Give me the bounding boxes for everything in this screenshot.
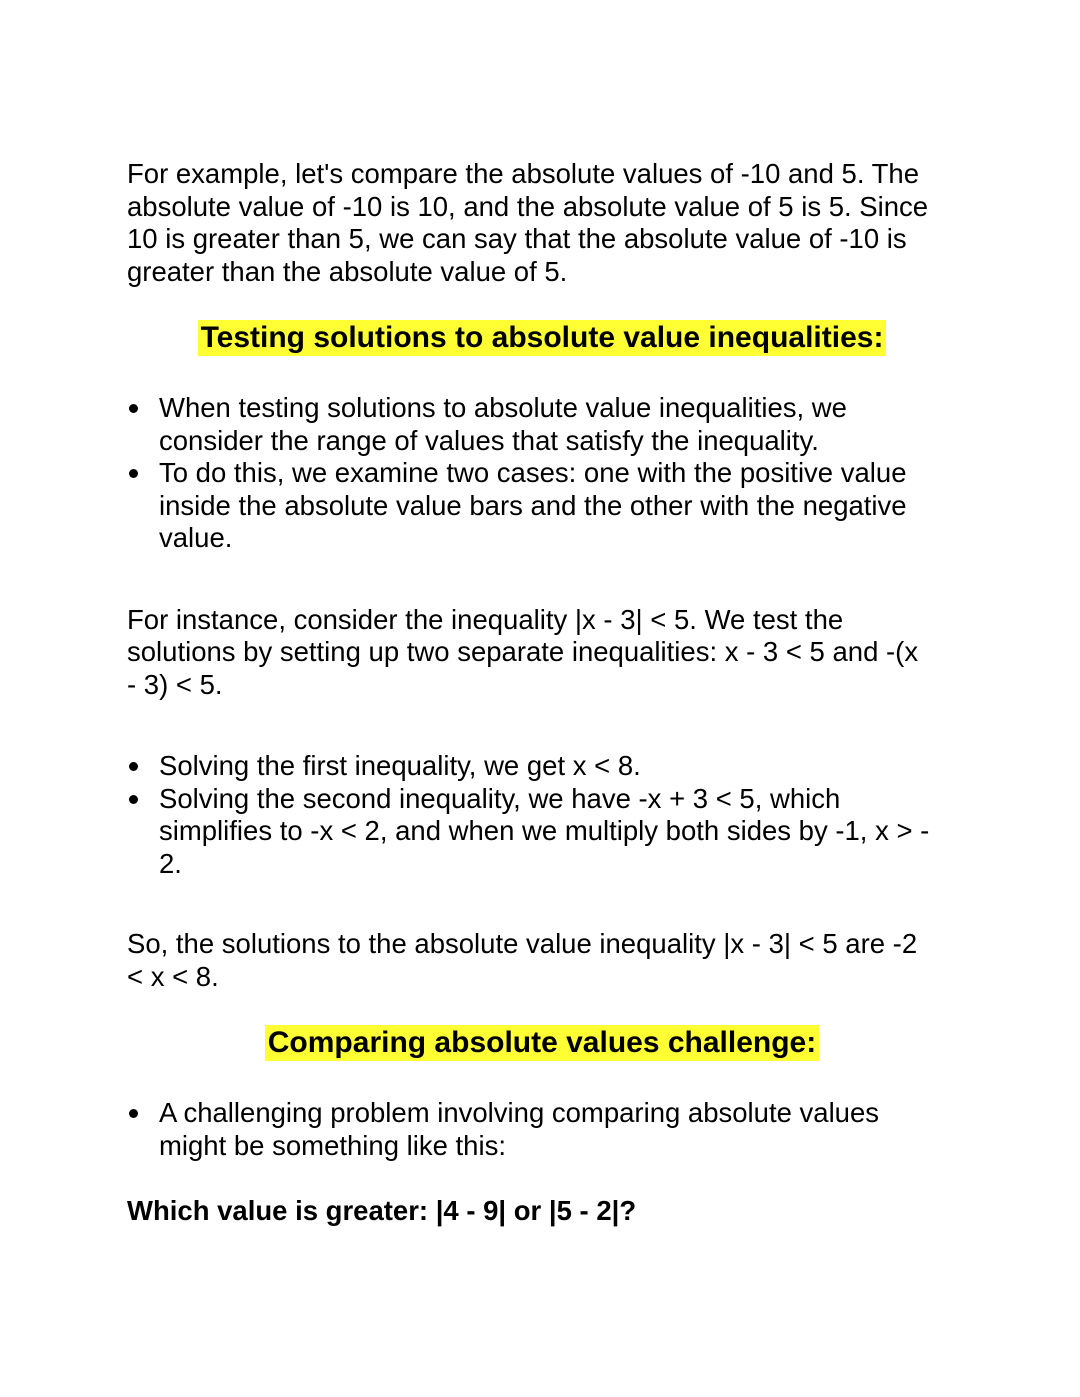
paragraph-example-comparison: [127, 158, 957, 288]
text-line: consider the range of values that satisfy the inequality.: [159, 424, 819, 456]
bullet-list-testing: [127, 392, 957, 555]
heading-highlight-text: Testing solutions to absolute value inequalities:: [198, 320, 887, 356]
list-item: [127, 457, 957, 555]
text-line: A challenging problem involving comparing absolute values: [159, 1097, 880, 1128]
text-line: inside the absolute value bars and the other with the negative: [159, 489, 907, 521]
bullet-icon: [129, 795, 138, 804]
bullet-icon: [129, 404, 138, 413]
list-item: [127, 392, 957, 457]
text-line: Solving the second inequality, we have -x + 3 < 5, which: [159, 782, 841, 814]
text-line: < x < 8.: [127, 960, 219, 992]
bullet-icon: [129, 469, 138, 478]
challenge-question: Which value is greater: |4 - 9| or |5 - 2|?: [127, 1195, 637, 1226]
text-line: For instance, consider the inequality |x - 3| < 5. We test the: [127, 603, 844, 635]
bullet-list-challenge: [127, 1097, 957, 1162]
paragraph-solution-summary: [127, 928, 957, 993]
section-heading-testing-solutions: [127, 320, 957, 356]
text-line: simplifies to -x < 2, and when we multiply both sides by -1, x > -: [159, 815, 930, 846]
heading-highlight-text: Comparing absolute values challenge:: [265, 1025, 819, 1061]
text-line: So, the solutions to the absolute value inequality |x - 3| < 5 are -2: [127, 928, 918, 959]
bullet-list-solving: [127, 750, 957, 880]
text-line: solutions by setting up two separate inequalities: x - 3 < 5 and -(x: [127, 636, 919, 667]
paragraph-instance-inequality: [127, 604, 957, 702]
text-line: 2.: [159, 847, 182, 879]
text-line: To do this, we examine two cases: one with the positive value: [159, 457, 907, 488]
text-line: 10 is greater than 5, we can say that the absolute value of -10 is: [127, 223, 907, 254]
list-item: [127, 750, 957, 783]
text-line: might be something like this:: [159, 1129, 506, 1161]
text-line: When testing solutions to absolute value inequalities, we: [159, 392, 847, 423]
text-line: Solving the first inequality, we get x < 8.: [159, 750, 641, 781]
list-item: [127, 783, 957, 881]
text-line: For example, let's compare the absolute values of -10 and 5. The: [127, 158, 919, 189]
text-line: value.: [159, 522, 233, 553]
document-page: [127, 158, 957, 1228]
bullet-icon: [129, 1109, 138, 1118]
list-item: [127, 1097, 957, 1162]
bullet-icon: [129, 762, 138, 771]
section-heading-comparing-challenge: [127, 1025, 957, 1061]
text-line: - 3) < 5.: [127, 668, 223, 700]
text-line: greater than the absolute value of 5.: [127, 255, 568, 287]
text-line: absolute value of -10 is 10, and the absolute value of 5 is 5. Since: [127, 190, 929, 222]
